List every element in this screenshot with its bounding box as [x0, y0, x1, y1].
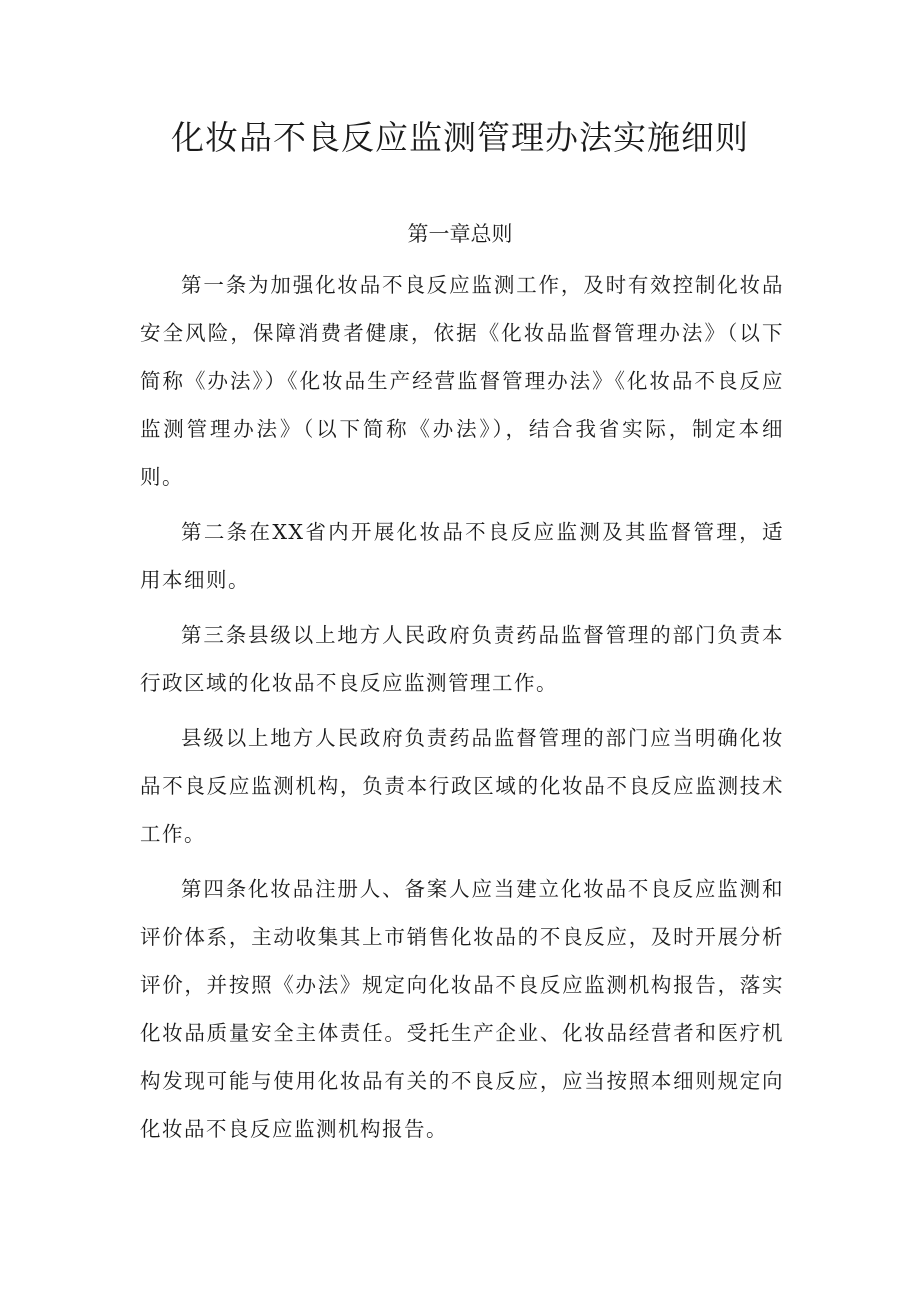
article-3-paragraph: 第三条县级以上地方人民政府负责药品监督管理的部门负责本行政区域的化妆品不良反应监测管理工作。: [140, 623, 784, 695]
article-3-continuation-paragraph: 县级以上地方人民政府负责药品监督管理的部门应当明确化妆品不良反应监测机构，负责本行政区域的化妆品不良反应监测技术工作。: [140, 726, 784, 846]
chapter-heading: 第一章总则: [407, 222, 513, 246]
document-title: 化妆品不良反应监测管理办法实施细则: [171, 118, 749, 157]
article-1-paragraph: 第一条为加强化妆品不良反应监测工作，及时有效控制化妆品安全风险，保障消费者健康，依据《化妆品监督管理办法》（以下简称《办法》）《化妆品生产经营监督管理办法》《化妆品不良反应监测管理办法》（以下简称《办法》），结合我省实际，制定本细则。: [140, 273, 784, 489]
document-body: [140, 261, 784, 1160]
article-2-paragraph: 第二条在XX省内开展化妆品不良反应监测及其监督管理，适用本细则。: [140, 520, 784, 592]
article-4-paragraph: 第四条化妆品注册人、备案人应当建立化妆品不良反应监测和评价体系，主动收集其上市销售化妆品的不良反应，及时开展分析评价，并按照《办法》规定向化妆品不良反应监测机构报告，落实化妆品质量安全主体责任。受托生产企业、化妆品经营者和医疗机构发现可能与使用化妆品有关的不良反应，应当按照本细则规定向化妆品不良反应监测机构报告。: [140, 877, 784, 1141]
